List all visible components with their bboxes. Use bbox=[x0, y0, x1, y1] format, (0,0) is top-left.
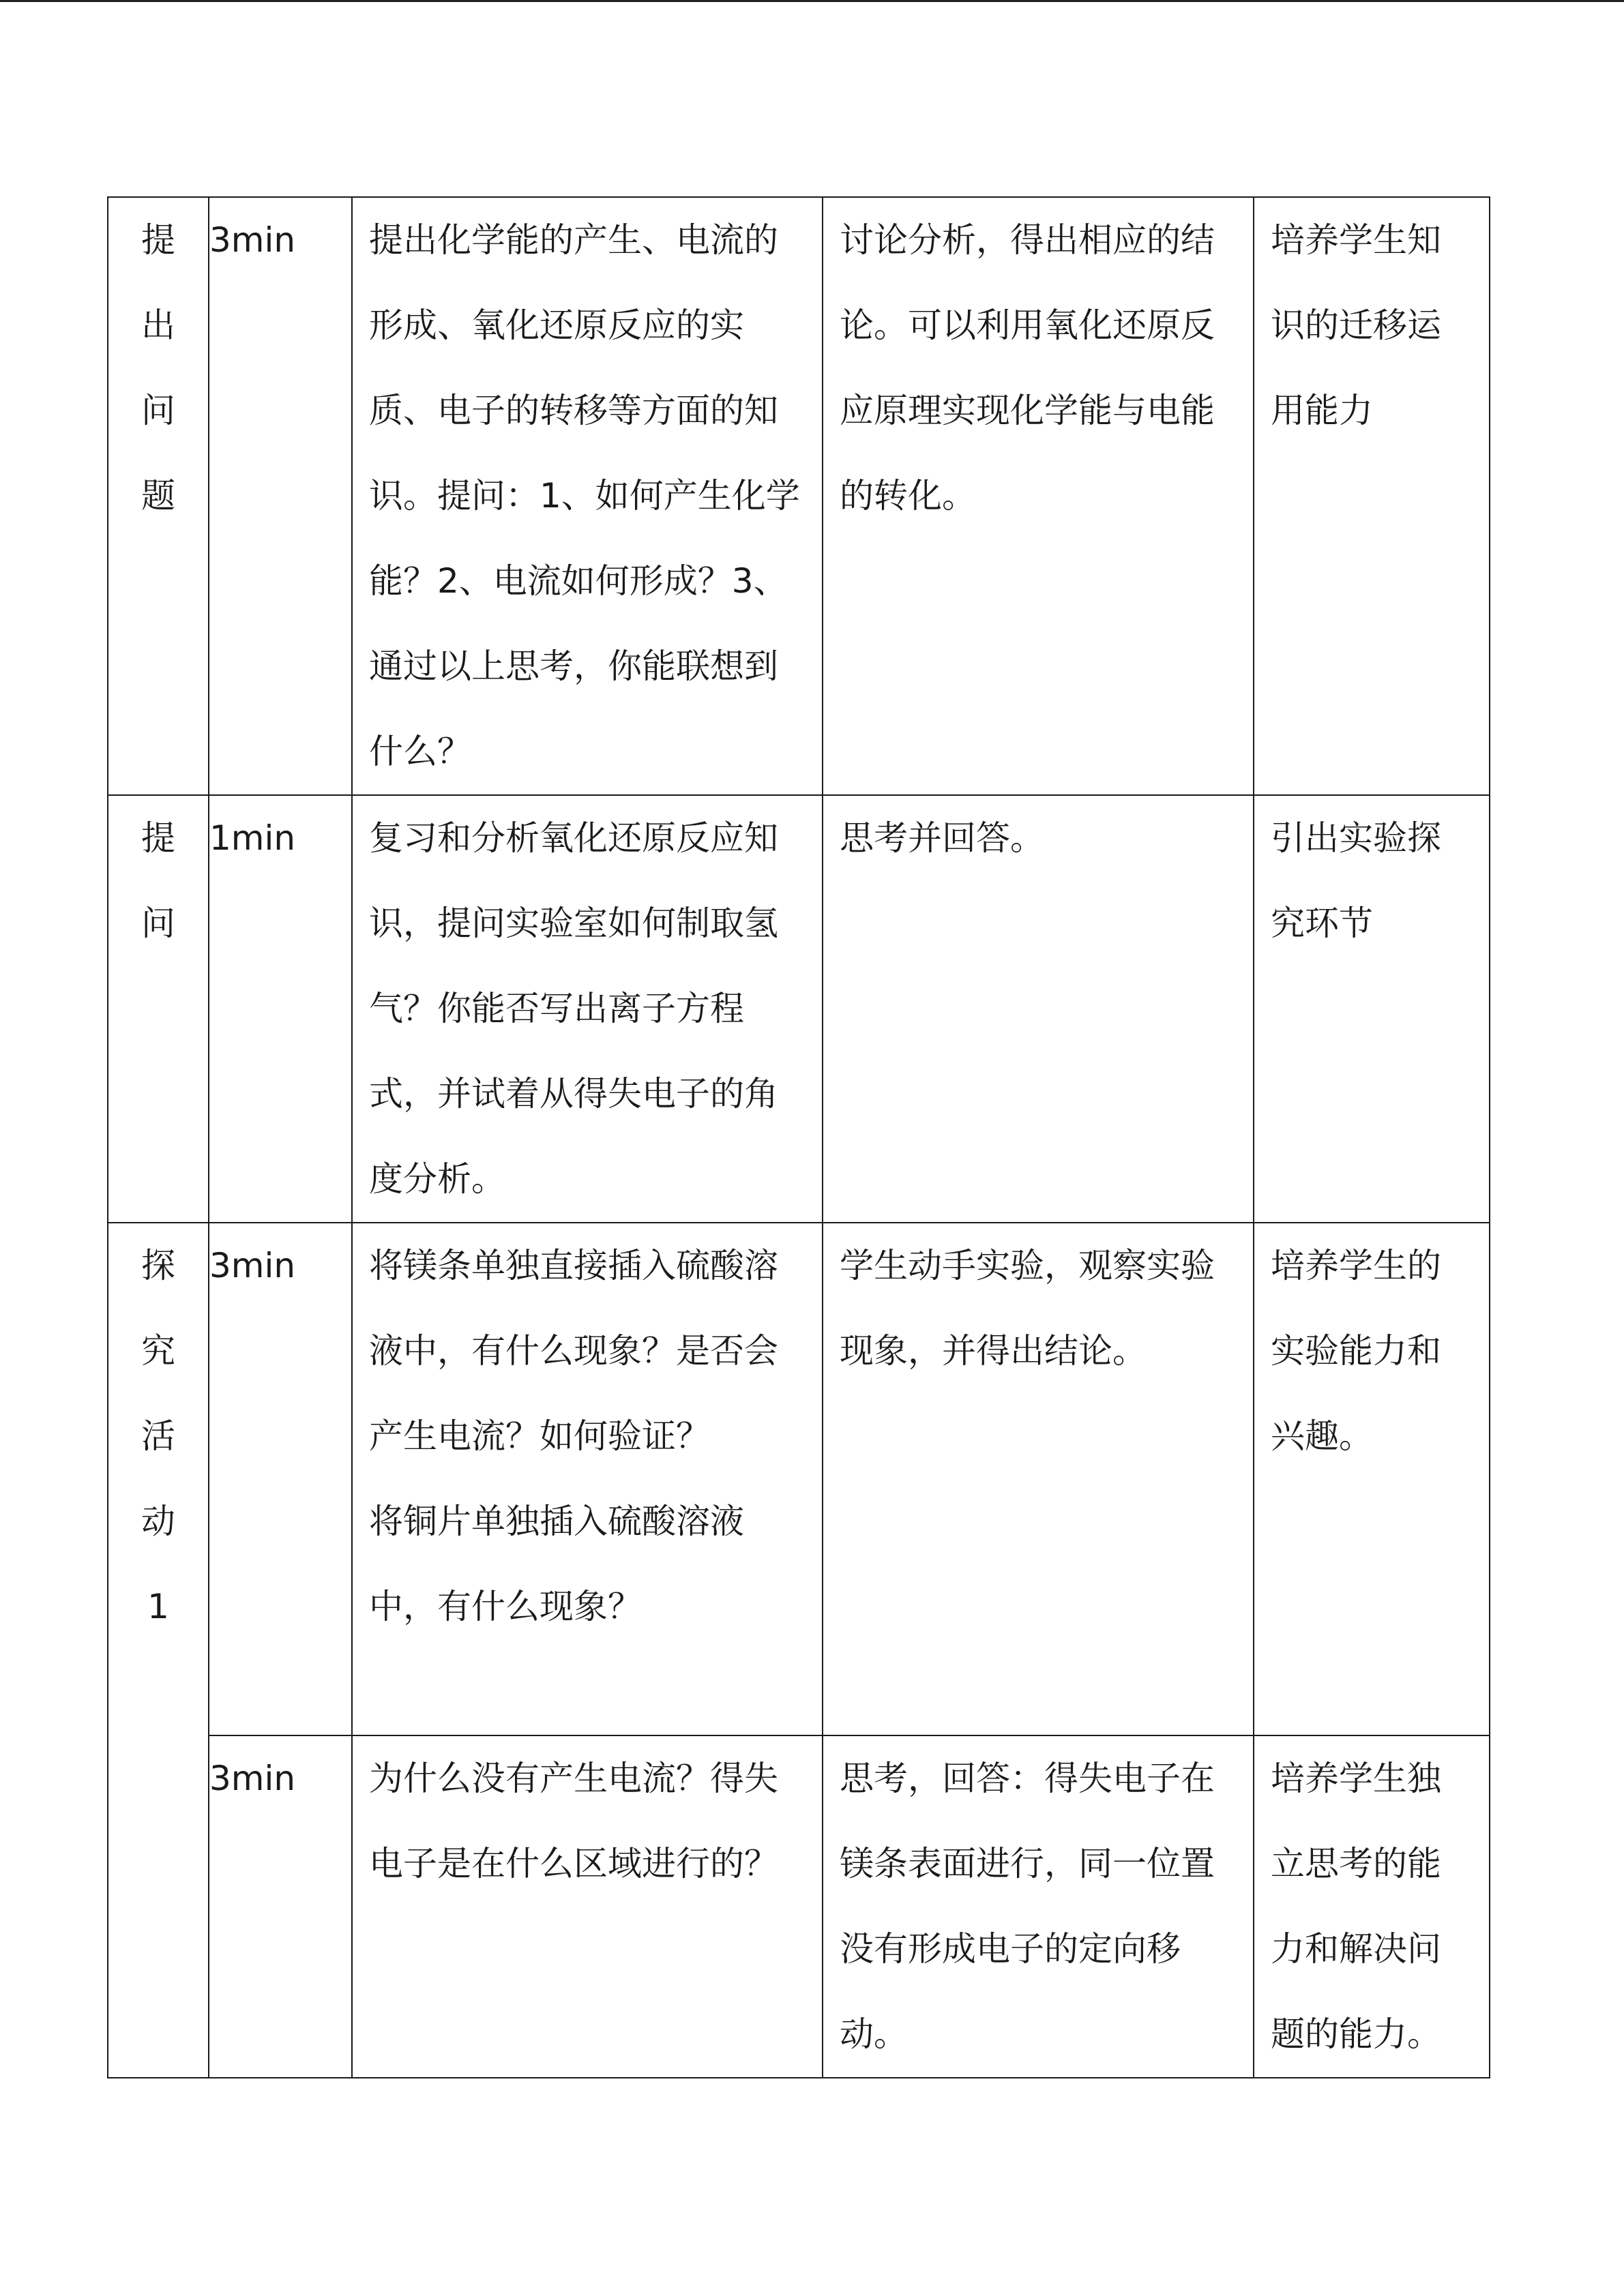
teacher-activity-cell bbox=[352, 1735, 823, 2078]
table-row bbox=[108, 1223, 1490, 1735]
teacher-activity-line: 将镁条单独直接插入硫酸溶液中，有什么现象？是否会产生电流？如何验证？ bbox=[369, 1246, 778, 1456]
student-activity-cell bbox=[823, 1735, 1254, 2078]
design-intent-cell bbox=[1254, 197, 1490, 795]
time-cell: 3min bbox=[209, 1223, 352, 1735]
time-cell: 3min bbox=[209, 1735, 352, 2078]
teacher-activity-cell bbox=[352, 795, 823, 1223]
teacher-activity-line: 将铜片单独插入硫酸溶液中，有什么现象？ bbox=[369, 1502, 744, 1626]
stage-label: 提出问题 bbox=[141, 220, 175, 516]
teacher-activity-text: 提出化学能的产生、电流的形成、氧化还原反应的实质、电子的转移等方面的知识。提问：1、如何产生化学能？2、电流如何形成？3、通过以上思考，你能联想到什么？ bbox=[369, 220, 800, 771]
design-intent-cell bbox=[1254, 1223, 1490, 1735]
design-intent-text: 培养学生的实验能力和兴趣。 bbox=[1271, 1246, 1441, 1456]
teacher-activity-cell bbox=[352, 1223, 823, 1735]
table-row bbox=[108, 1735, 1490, 2078]
table-row bbox=[108, 197, 1490, 795]
student-activity-text: 思考，回答：得失电子在镁条表面进行，同一位置没有形成电子的定向移动。 bbox=[840, 1759, 1215, 2054]
student-activity-cell bbox=[823, 1223, 1254, 1735]
teacher-activity-text bbox=[353, 1223, 822, 1650]
design-intent-text: 培养学生知识的迁移运用能力 bbox=[1271, 220, 1441, 430]
teacher-activity-text: 复习和分析氧化还原反应知识，提问实验室如何制取氢气？你能否写出离子方程式，并试着从得失电子的角度分析。 bbox=[369, 818, 778, 1199]
lesson-plan-table bbox=[107, 196, 1490, 2078]
student-activity-cell bbox=[823, 197, 1254, 795]
student-activity-cell bbox=[823, 795, 1254, 1223]
stage-cell bbox=[108, 1223, 209, 2078]
teacher-activity-text: 为什么没有产生电流？得失电子是在什么区域进行的？ bbox=[369, 1759, 778, 1883]
stage-label: 提问 bbox=[141, 818, 175, 943]
design-intent-cell bbox=[1254, 1735, 1490, 2078]
time-cell: 3min bbox=[209, 197, 352, 795]
student-activity-text: 学生动手实验，观察实验现象，并得出结论。 bbox=[840, 1246, 1215, 1371]
time-cell: 1min bbox=[209, 795, 352, 1223]
student-activity-text: 思考并回答。 bbox=[840, 818, 1044, 858]
table-row bbox=[108, 795, 1490, 1223]
teacher-activity-cell bbox=[352, 197, 823, 795]
design-intent-text: 培养学生独立思考的能力和解决问题的能力。 bbox=[1271, 1759, 1441, 2054]
design-intent-cell bbox=[1254, 795, 1490, 1223]
stage-label: 探究活动1 bbox=[141, 1246, 175, 1626]
design-intent-text: 引出实验探究环节 bbox=[1271, 818, 1441, 943]
stage-cell bbox=[108, 795, 209, 1223]
stage-cell bbox=[108, 197, 209, 795]
student-activity-text: 讨论分析，得出相应的结论。可以利用氧化还原反应原理实现化学能与电能的转化。 bbox=[840, 220, 1215, 516]
page-top-border bbox=[0, 0, 1624, 2]
